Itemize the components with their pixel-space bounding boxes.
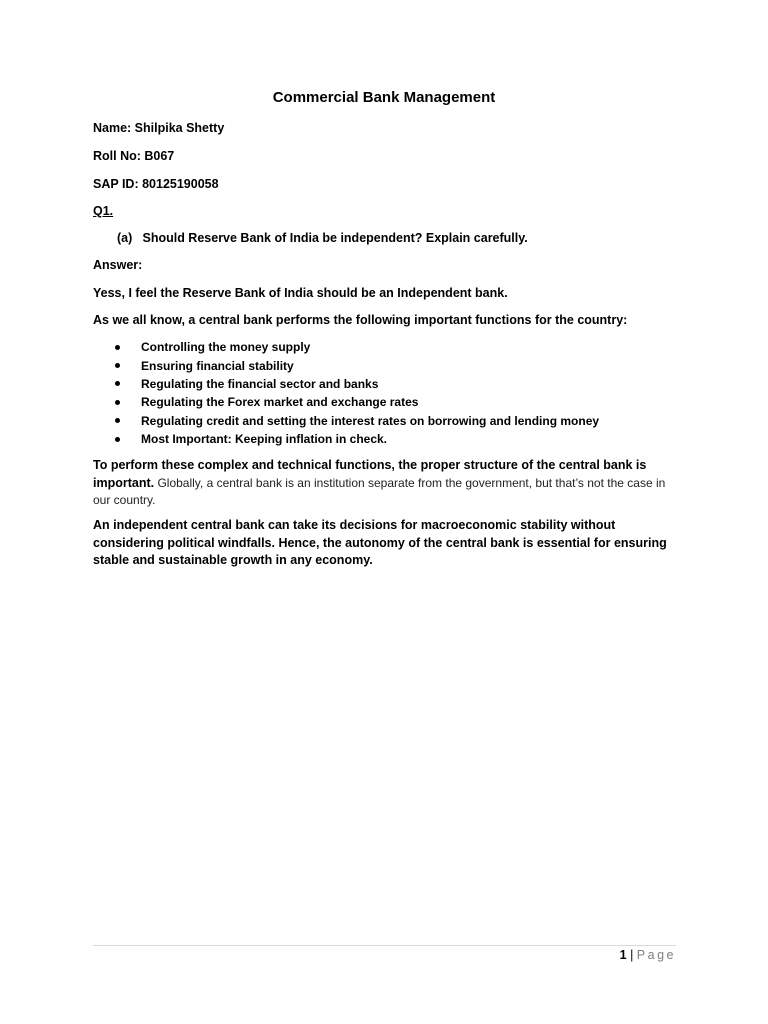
- list-item: Ensuring financial stability: [113, 356, 599, 374]
- paragraph-independence: An independent central bank can take its decisions for macroeconomic stability without considering political windfalls. Hence, the autonomy of the central bank is essential for ensuring stable and sustainable growth in any economy.: [93, 518, 667, 567]
- question-text: Should Reserve Bank of India be independent? Explain carefully.: [142, 231, 528, 245]
- student-name: Name: Shilpika Shetty: [93, 121, 225, 135]
- paragraph-structure: To perform these complex and technical functions, the proper structure of the central bank is important. Globally, a central bank is an institution separate from the government, but that’s not the case in our country.: [93, 458, 666, 507]
- document-title: Commercial Bank Management: [272, 89, 496, 106]
- page-footer: 1 | Page: [619, 948, 676, 962]
- roll-number: Roll No: B067: [93, 149, 175, 163]
- functions-list: [113, 338, 599, 448]
- question-number: Q1.: [93, 204, 114, 218]
- page-number: 1: [619, 948, 627, 962]
- bullet-icon: [115, 345, 120, 350]
- bullet-icon: [115, 363, 120, 368]
- list-item: Regulating the Forex market and exchange rates: [113, 393, 599, 411]
- answer-intro: Yess, I feel the Reserve Bank of India should be an Independent bank.: [93, 286, 508, 300]
- answer-heading: Answer:: [93, 258, 143, 272]
- list-item: Regulating the financial sector and banks: [113, 375, 599, 393]
- functions-intro: As we all know, a central bank performs the following important functions for the country:: [93, 313, 628, 327]
- question: [117, 231, 528, 245]
- list-item: Regulating credit and setting the interest rates on borrowing and lending money: [113, 412, 599, 430]
- bullet-icon: [115, 437, 120, 442]
- list-item: Controlling the money supply: [113, 338, 599, 356]
- bullet-icon: [115, 400, 120, 405]
- footer-divider: [93, 945, 676, 946]
- list-item: Most Important: Keeping inflation in check.: [113, 430, 599, 448]
- sap-id: SAP ID: 80125190058: [93, 177, 219, 191]
- question-label: (a): [117, 231, 133, 245]
- bullet-icon: [115, 381, 120, 386]
- page-label: Page: [636, 948, 676, 962]
- bullet-icon: [115, 418, 120, 423]
